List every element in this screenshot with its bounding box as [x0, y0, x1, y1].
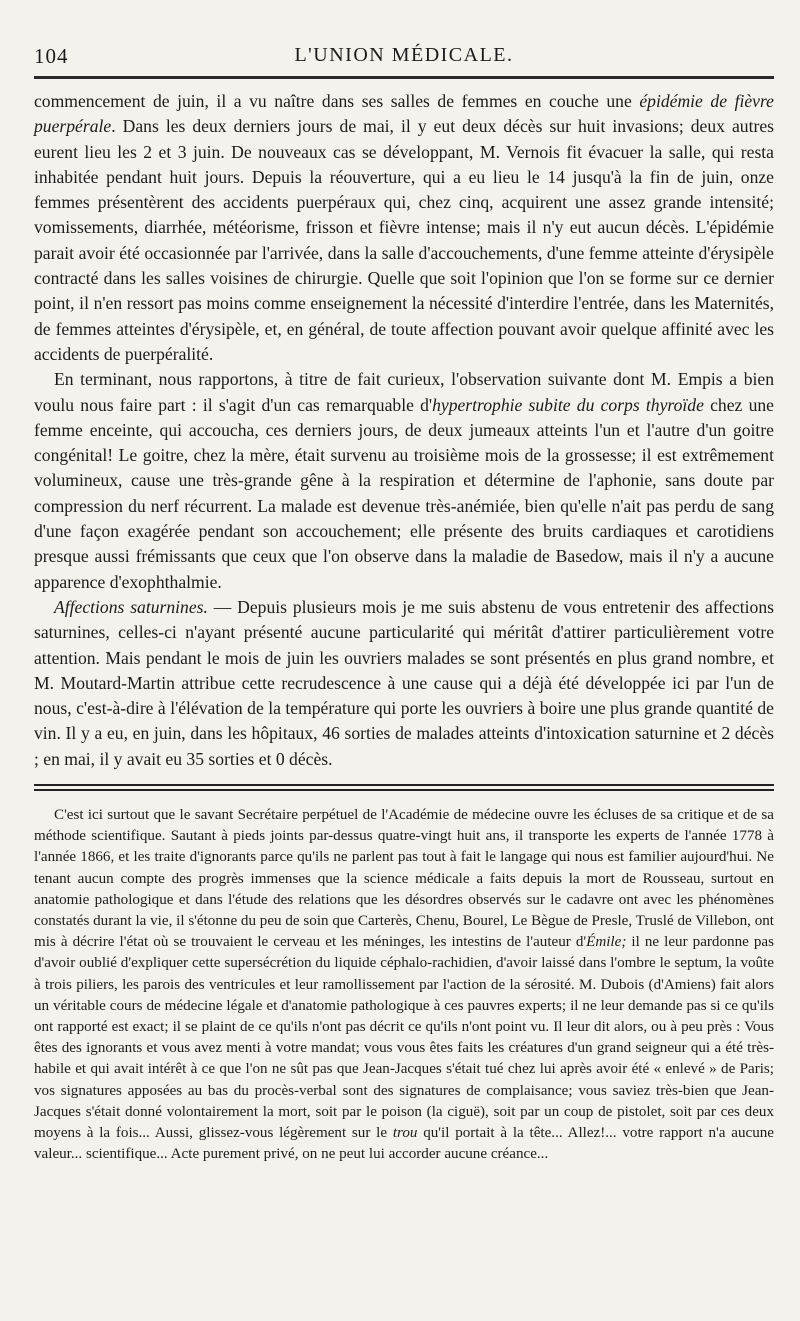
italic-run: Émile; [586, 934, 627, 951]
paragraph-saturnine [34, 595, 774, 772]
text-run: chez une femme enceinte, qui accoucha, ces derniers jours, de deux jumeaux atteints l'un et l'autre d'un goitre congénital! Le goitre, chez la mère, était survenu au troisième mois de la grossesse; il est extrêmement volumineux, cause une très-grande gêne à la respiration et détermine de l'aphonie, sans doute par compression du nerf récurrent. La malade est devenue très-anémiée, bien qu'elle n'ait pas perdu de sang d'une façon exagérée pendant son accouchement; elle présente des bruits cardiaques et carotidiens presque aussi frémissants que ceux que l'on observe dans la maladie de Basedow, mais il n'y a aucune apparence d'exophthalmie. [34, 394, 774, 592]
text-run: commencement de juin, il a vu naître dans ses salles de femmes en couche une [34, 91, 640, 111]
footnote-paragraph [34, 805, 774, 1165]
main-text [34, 89, 774, 772]
italic-run: trou [392, 1125, 418, 1142]
text-run: — Depuis plusieurs mois je me suis abstenu de vous entretenir des affections saturnines, celles-ci n'ayant présenté aucune particularité qui méritât d'attirer particulièrement votre attention. Mais pendant le mois de juin les ouvriers malades se sont présentés en plus grand nombre, et M. Moutard-Martin attribue cette recrudescence à une cause qui a déjà été développée ici par l'un de nous, c'est-à-dire à l'élévation de la température qui porte les ouvriers à boire une plus grande quantité de vin. Il y a eu, en juin, dans les hôpitaux, 46 sorties de malades atteints d'intoxication saturnine et 2 décès ; en mai, il y avait eu 35 sorties et 0 décès. [34, 596, 774, 769]
section-divider [34, 784, 774, 791]
italic-run: épidémie de fièvre puerpérale [34, 91, 774, 137]
header-rule [34, 76, 774, 79]
footnote-text [34, 805, 774, 1165]
text-run: C'est ici surtout que le savant Secrétaire perpétuel de l'Académie de médecine ouvre les écluses de sa critique et de sa méthode scientifique. Sautant à pieds joints par-dessus quatre-vingt huit ans, il transporte les experts de l'année 1778 à l'année 1866, et les traite d'ignorants parce qu'ils ne parlent pas tout à fait le langage qui nous est familier aujourd'hui. Ne tenant aucun compte des progrès immenses que la science médicale a faits depuis la mort de Rousseau, surtout en anatomie pathologique et dans l'étude des relations que les désordres observés sur le cadavre ont avec les phénomènes constatés durant la vie, il s'étonne du peu de soin que Carterès, Chenu, Bourel, Le Bègue de Presle, Truslé de Villebon, ont mis à décrire l'état où se trouvaient le cerveau et les méninges, les intestins de l'auteur d' [34, 807, 774, 951]
paragraph-puerperal-fever [34, 89, 774, 367]
paragraph-thyroid-case [34, 367, 774, 595]
text-run: il ne leur pardonne pas d'avoir oublié d'expliquer cette supersécrétion du liquide céphalo-rachidien, d'avoir laissé dans l'ombre le septum, la voûte à trois piliers, les parois des ventricules et leur ramollissement par l'action de la sérosité. M. Dubois (d'Amiens) fait alors un véritable cours de médecine légale et d'anatomie pathologique à ces pauvres experts; il ne leur demande pas si ce qu'ils ont rapporté est exact; il se plaint de ce qu'ils n'ont pas décrit ce qu'ils n'ont point vu. Il leur dit alors, ou à peu près : Vous êtes des ignorants et vous avez menti à votre mandat; vous vous êtes faits les créatures d'un grand seigneur qui a été très-habile et qui avait intérêt à ce que l'on ne sût pas que Jean-Jacques s'était tué chez lui après avoir été « enlevé » de Paris; vos signatures apposées au bas du procès-verbal sont des signatures de complaisance; vous saviez très-bien que Jean-Jacques s'était donné volontairement la mort, soit par le poison (la ciguë), soit par un coup de pistolet, soit par ces deux moyens à la fois... Aussi, glissez-vous légèrement sur le [34, 934, 774, 1142]
text-run: . Dans les deux derniers jours de mai, il y eut deux décès sur huit invasions; deux autres eurent lieu les 2 et 3 juin. De nouveaux cas se développant, M. Vernois fit évacuer la salle, qui resta inhabitée pendant huit jours. Depuis la réouverture, qui a eu lieu le 14 jusqu'à la fin de juin, onze femmes présentèrent des accidents puerpéraux qui, chez cinq, acquirent une assez grande intensité; vomissements, diarrhée, météorisme, frisson et fièvre intense; mais il n'y eut aucun décès. L'épidémie parait avoir été occasionnée par l'arrivée, dans la salle d'accouchements, d'une femme atteinte d'érysipèle contracté dans les salles voisines de chirurgie. Quelle que soit l'opinion que l'on se forme sur ce dernier point, il n'en ressort pas moins comme enseignement la nécessité d'interdire l'entrée, dans les Maternités, de femmes atteintes d'érysipèle, et, en général, de toute affection pouvant avoir quelque affinité avec les accidents de puerpéralité. [34, 116, 774, 364]
page-header [34, 40, 774, 76]
text-run: qu'il portait à la tête... Allez!... votre rapport n'a aucune valeur... scientifique... Acte purement privé, on ne peut lui accorder aucune créance... [34, 1125, 774, 1163]
text-run: En terminant, nous rapportons, à titre de fait curieux, l'observation suivante dont M. Empis a bien voulu nous faire part : il s'agit d'un cas remarquable d' [34, 369, 774, 415]
running-title: L'UNION MÉDICALE. [294, 44, 514, 66]
italic-run: hypertrophie subite du corps thyroïde [432, 394, 704, 415]
section-heading-italic: Affections saturnines. [54, 596, 208, 617]
page-number: 104 [34, 44, 69, 68]
